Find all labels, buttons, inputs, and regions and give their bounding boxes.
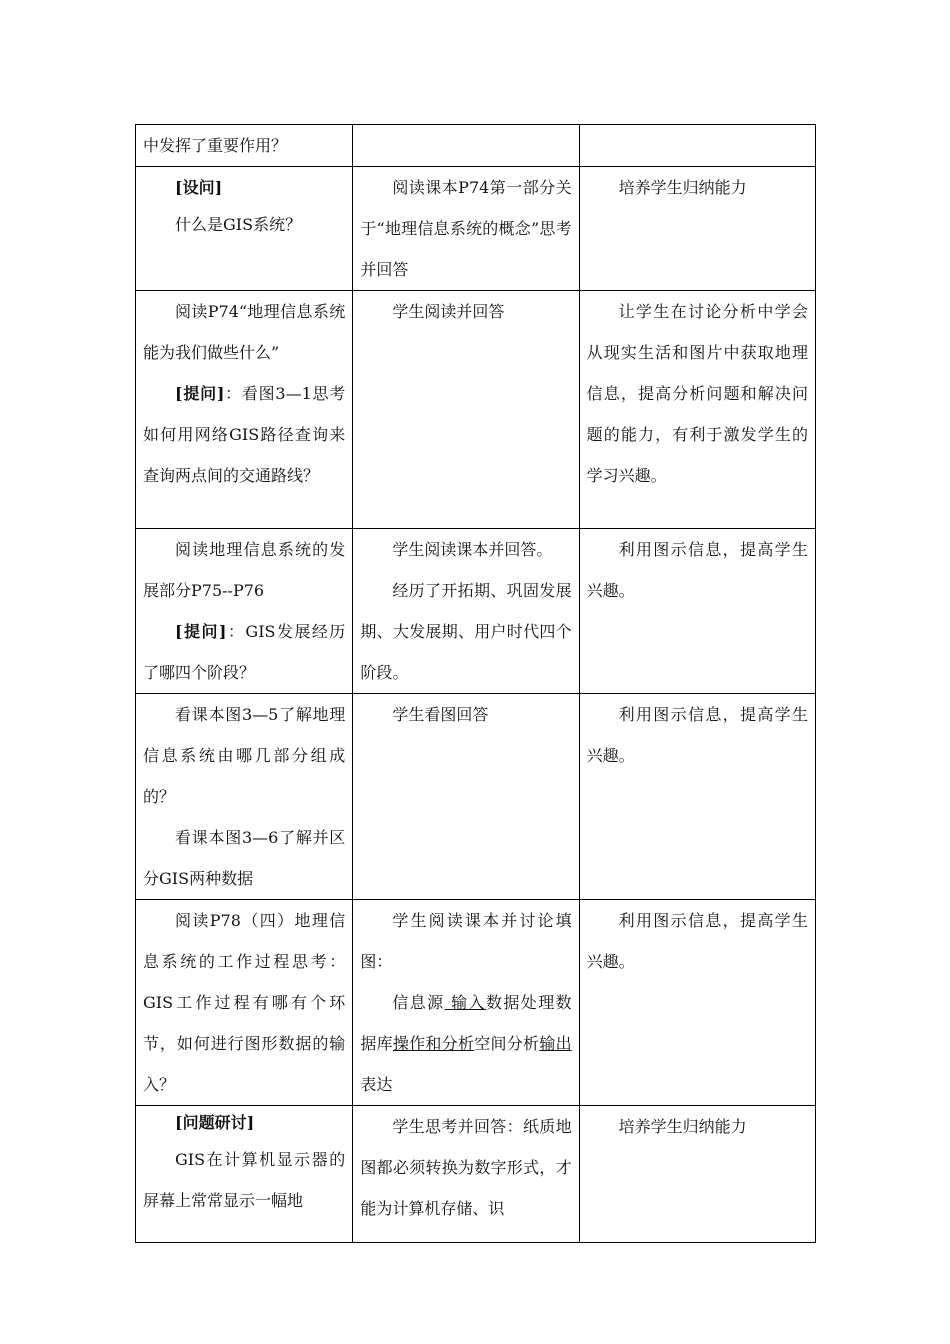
teacher-activity-cell	[136, 291, 353, 529]
cell-text: 让学生在讨论分析中学会从现实生活和图片中获取地理信息，提高分析问题和解决问题的能力，有利于激发学生的学习兴趣。	[586, 302, 808, 485]
teacher-activity-cell	[136, 529, 353, 694]
design-intent-cell	[579, 900, 815, 1106]
teacher-activity-cell	[136, 125, 353, 167]
cell-text: 培养学生归纳能力	[618, 1117, 747, 1136]
student-activity-cell	[353, 1106, 579, 1243]
student-activity-cell	[353, 167, 579, 291]
student-activity-cell	[353, 125, 579, 167]
student-activity-cell	[353, 694, 579, 900]
fill-blank: 操作和分析	[392, 1034, 475, 1053]
question-tag: [提问]	[175, 622, 227, 641]
cell-text: 利用图示信息，提高学生兴趣。	[586, 911, 808, 971]
cell-text: 看课本图3—6了解并区分GIS两种数据	[143, 828, 346, 888]
cell-text: 学生思考并回答：纸质地图都必须转换为数字形式，才能为计算机存储、识	[360, 1117, 572, 1218]
student-activity-cell	[353, 529, 579, 694]
table-row	[136, 1106, 816, 1243]
design-intent-cell	[579, 529, 815, 694]
question-tag: [问题研讨]	[175, 1113, 255, 1132]
design-intent-cell	[579, 167, 815, 291]
question-tag: [提问]	[175, 384, 225, 403]
table-row	[136, 291, 816, 529]
cell-text: 阅读地理信息系统的发展部分P75--P76	[143, 540, 346, 600]
cell-text: 利用图示信息，提高学生兴趣。	[586, 540, 808, 600]
lesson-plan-table	[135, 124, 816, 1243]
cell-text: 学生看图回答	[392, 705, 489, 724]
cell-text: 阅读课本P74第一部分关于“地理信息系统的概念”思考并回答	[360, 178, 572, 279]
design-intent-cell	[579, 694, 815, 900]
teacher-activity-cell	[136, 1106, 353, 1243]
table-row	[136, 529, 816, 694]
cell-text: 学生阅读并回答	[392, 302, 505, 321]
design-intent-cell	[579, 291, 815, 529]
design-intent-cell	[579, 1106, 815, 1243]
cell-text: ：看图3—1思考如何用网络GIS路径查询来查询两点间的交通路线？	[143, 384, 346, 485]
student-activity-cell	[353, 900, 579, 1106]
cell-text: 培养学生归纳能力	[618, 178, 747, 197]
teacher-activity-cell	[136, 167, 353, 291]
cell-text: 中发挥了重要作用？	[143, 136, 288, 155]
question-tag: [设问]	[175, 178, 223, 197]
cell-text: 看课本图3—5了解地理信息系统由哪几部分组成的？	[143, 705, 346, 806]
cell-text: 学生阅读课本并讨论填图：	[360, 911, 572, 971]
cell-text: GIS在计算机显示器的屏幕上常常显示一幅地	[143, 1150, 346, 1210]
fill-blank: 输出	[539, 1034, 572, 1053]
table-row	[136, 125, 816, 167]
workflow-fill-in: 信息源 输入数据处理数据库操作和分析空间分析输出表达	[360, 993, 572, 1094]
table-row	[136, 900, 816, 1106]
teacher-activity-cell	[136, 694, 353, 900]
student-activity-cell	[353, 291, 579, 529]
fill-blank: 输入	[451, 993, 486, 1012]
cell-text: 阅读P74“地理信息系统能为我们做些什么”	[143, 302, 346, 362]
teacher-activity-cell	[136, 900, 353, 1106]
table-row	[136, 694, 816, 900]
cell-text: 学生阅读课本并回答。	[392, 540, 553, 559]
design-intent-cell	[579, 125, 815, 167]
cell-text: 什么是GIS系统？	[175, 215, 302, 234]
table-row	[136, 167, 816, 291]
cell-text: 利用图示信息，提高学生兴趣。	[586, 705, 808, 765]
cell-text: 经历了开拓期、巩固发展期、大发展期、用户时代四个阶段。	[360, 581, 572, 682]
cell-text: 阅读P78（四）地理信息系统的工作过程思考：GIS工作过程有哪有个环节，如何进行图形数据的输入？	[143, 911, 346, 1094]
cell-text: ：GIS发展经历了哪四个阶段？	[143, 622, 346, 682]
